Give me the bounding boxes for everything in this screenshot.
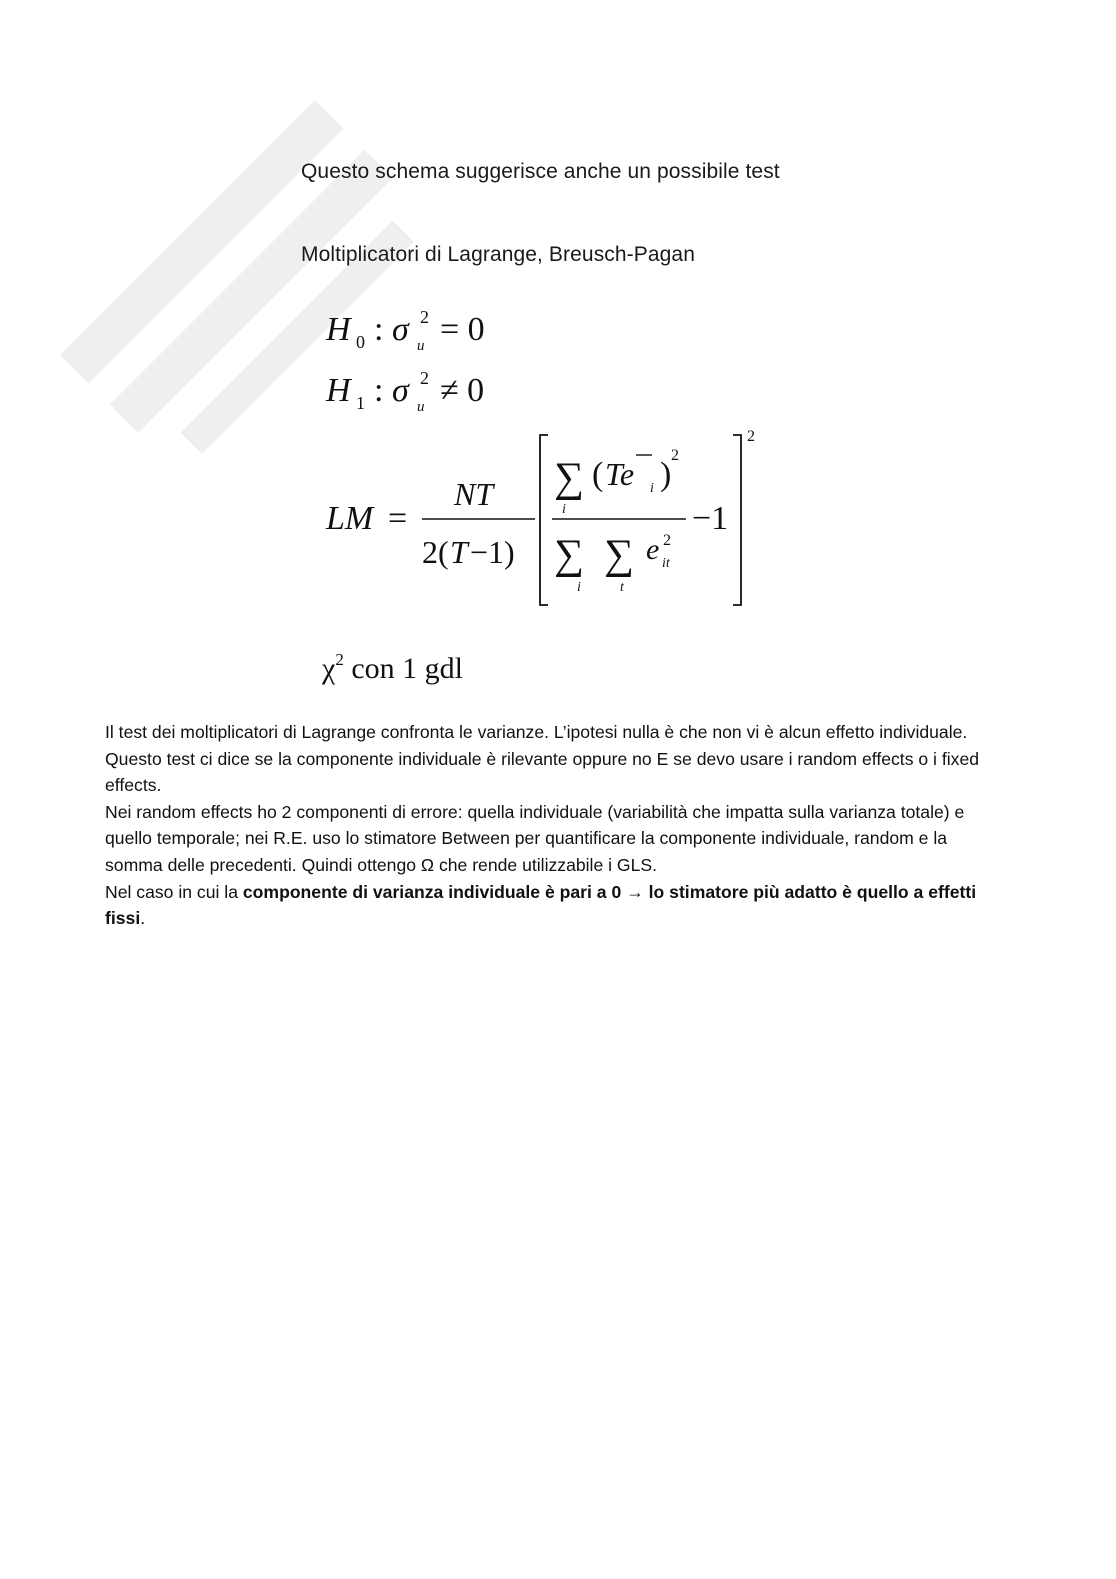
chi-symbol: χ: [322, 652, 336, 685]
svg-text:t: t: [620, 580, 624, 595]
svg-text:2: 2: [671, 447, 679, 464]
svg-text:i: i: [577, 580, 581, 595]
h1-hypothesis: [325, 368, 484, 415]
svg-text:= 0: = 0: [440, 311, 485, 348]
svg-text:(: (: [592, 456, 604, 493]
chi-exponent: 2: [335, 650, 344, 669]
svg-text:2(: 2(: [422, 534, 449, 570]
slide-subheading: Moltiplicatori di Lagrange, Breusch-Pagan: [301, 243, 695, 266]
svg-text:i: i: [650, 481, 654, 496]
svg-text:σ: σ: [392, 372, 409, 409]
svg-text:1: 1: [356, 393, 365, 413]
svg-text::: :: [374, 372, 384, 409]
svg-text:LM: LM: [326, 500, 374, 537]
h0-hypothesis: [325, 307, 485, 354]
svg-text:σ: σ: [392, 311, 409, 348]
svg-text:it: it: [662, 556, 670, 571]
svg-text:2: 2: [747, 428, 755, 445]
svg-text:−1): −1): [470, 534, 515, 570]
svg-text:−1: −1: [692, 500, 729, 537]
svg-text:): ): [660, 456, 672, 493]
svg-text:0: 0: [356, 332, 365, 352]
svg-text:∑: ∑: [604, 532, 634, 578]
svg-text:≠ 0: ≠ 0: [440, 372, 485, 409]
svg-text:=: =: [388, 500, 408, 537]
svg-text:i: i: [562, 502, 566, 517]
notes-paragraph-4: [105, 879, 1005, 932]
svg-text:e: e: [646, 533, 660, 566]
svg-text:∑: ∑: [554, 455, 584, 501]
svg-text:u: u: [417, 399, 425, 415]
notes-p4-bold-2: lo stimatore più adatto è quello a effetti fissi: [105, 881, 977, 929]
svg-text:2: 2: [663, 532, 671, 549]
chi-degrees: con 1 gdl: [343, 652, 463, 685]
notes-paragraph-2: Questo test ci dice se la componente individuale è rilevante oppure no E se devo usare i random effects o i fixed effects.: [105, 748, 980, 796]
svg-text:u: u: [417, 338, 425, 354]
svg-text:Te: Te: [605, 456, 635, 492]
slide-heading: Questo schema suggerisce anche un possibile test: [301, 160, 780, 183]
notes-paragraph-1: Il test dei moltiplicatori di Lagrange confronta le varianze. L’ipotesi nulla è che non vi è alcun effetto individuale.: [105, 722, 968, 742]
notes-paragraph-3: Nei random effects ho 2 componenti di errore: quella individuale (variabilità che impatta sulla varianza totale) e quello temporale; nei R.E. uso lo stimatore Between per quantificare la componente individuale, random e la somma delle precedenti. Quindi ottengo Ω che rende utilizzabile i GLS.: [105, 801, 965, 875]
lagrange-multiplier-formula: [300, 295, 780, 625]
chi-square-distribution: [322, 652, 463, 686]
svg-text:H: H: [326, 372, 351, 409]
lm-statistic: [325, 428, 755, 605]
svg-text:NT: NT: [454, 476, 494, 512]
notes-body: [105, 719, 1005, 932]
svg-text:H: H: [326, 311, 351, 348]
notes-p4-end: .: [140, 908, 146, 929]
notes-p4-bold-1: componente di varianza individuale è pari a 0: [242, 881, 627, 902]
arrow-icon: →: [626, 881, 644, 902]
notes-p4-intro: Nel caso in cui la: [105, 881, 243, 902]
svg-text::: :: [374, 311, 384, 348]
formula-graphic: [300, 295, 780, 625]
svg-text:2: 2: [420, 368, 429, 388]
svg-text:T: T: [450, 534, 468, 570]
svg-text:2: 2: [420, 307, 429, 327]
svg-text:∑: ∑: [554, 532, 584, 578]
